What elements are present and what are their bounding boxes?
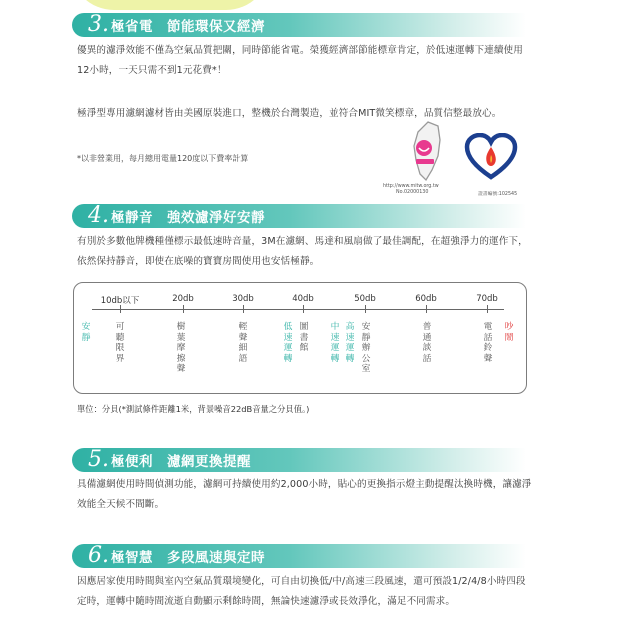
noise-level-label: 樹葉摩擦聲 bbox=[176, 322, 186, 374]
noise-level-label: 中速運轉 bbox=[330, 322, 340, 364]
product-image-edge bbox=[70, 0, 270, 10]
cert-number: No.02000130 bbox=[396, 190, 429, 195]
section-title: 極靜音 強效濾淨好安靜 bbox=[111, 210, 265, 226]
noise-scale-tick-label: 60db bbox=[415, 294, 437, 304]
section-3-footnote: *以非營業用，每月總用電量120度以下費率計算 bbox=[77, 154, 249, 163]
noise-scale-tick-label: 40db bbox=[292, 294, 314, 304]
noise-level-label: 低速運轉 bbox=[283, 322, 293, 364]
section-4-header bbox=[72, 204, 526, 228]
noise-scale-tick-label: 30db bbox=[232, 294, 254, 304]
section-3-paragraph-2: 極淨型專用濾網濾材皆由美國原裝進口，整機於台灣製造，並符合MIT微笑標章，品質信整最放心。 bbox=[77, 108, 502, 119]
section-6-header bbox=[72, 544, 526, 568]
noise-scale-tick bbox=[303, 305, 304, 313]
noise-level-label: 電話鈴聲 bbox=[483, 322, 493, 364]
noise-scale-tick bbox=[243, 305, 244, 313]
noise-scale-tick bbox=[183, 305, 184, 313]
noise-scale-tick-label: 20db bbox=[172, 294, 194, 304]
section-5-paragraph-1: 具備濾網使用時間偵測功能，濾網可持續使用約2,000小時，貼心的更換指示燈主動提醒汰換時機，讓濾淨效能全天候不間斷。 bbox=[77, 479, 532, 510]
noise-scale-tick bbox=[426, 305, 427, 313]
section-number: 3. bbox=[88, 12, 109, 37]
noise-level-label: 安靜 bbox=[81, 322, 91, 343]
noise-scale-tick bbox=[487, 305, 488, 313]
noise-level-label: 吵鬧 bbox=[504, 322, 514, 343]
noise-level-label: 安靜辦公室 bbox=[361, 322, 371, 374]
energy-saving-label bbox=[463, 133, 519, 181]
section-title: 極省電 節能環保又經濟 bbox=[111, 19, 265, 35]
noise-level-label: 圖書館 bbox=[299, 322, 309, 353]
section-3-paragraph-1: 優異的濾淨效能不僅為空氣品質把關，同時節能省電。榮獲經濟部節能標章肯定，於低速運轉下連續使用12小時，一天只需不到1元花費*！ bbox=[77, 45, 523, 76]
noise-scale-tick-label: 70db bbox=[476, 294, 498, 304]
noise-level-label: 高速運轉 bbox=[345, 322, 355, 364]
energy-label-number: 證書編號:102545 bbox=[478, 192, 518, 197]
section-number: 5. bbox=[88, 447, 109, 472]
noise-level-label: 可聽限界 bbox=[115, 322, 125, 364]
noise-level-label: 普通談話 bbox=[422, 322, 432, 364]
noise-scale-tick-label: 10db以下 bbox=[100, 296, 140, 306]
noise-scale-axis bbox=[92, 309, 504, 310]
noise-scale-tick bbox=[120, 305, 121, 313]
section-3-header bbox=[72, 13, 526, 37]
noise-scale-tick-label: 50db bbox=[354, 294, 376, 304]
section-number: 6. bbox=[88, 543, 109, 568]
section-5-header bbox=[72, 448, 526, 472]
noise-unit-note: 單位：分貝(*測試條件距離1米，背景噪音22dB音量之分貝值。) bbox=[77, 404, 310, 414]
cert-url: http://www.mitw.org.tw bbox=[383, 184, 439, 189]
section-6-paragraph-1: 因應居家使用時間與室內空氣品質環境變化，可自由切換低/中/高速三段風速，還可預設1/2/4/8小時四段定時，運轉中隨時間流逝自動顯示剩餘時間，無論快速濾淨或長效淨化，滿足不同需求。 bbox=[77, 576, 526, 607]
section-number: 4. bbox=[88, 203, 109, 228]
section-4-paragraph-1: 有別於多數他牌機種僅標示最低速時音量，3M在濾網、馬達和風扇做了最佳調配，在超強淨力的運作下，依然保持靜音，即使在底噪的寶寶房間使用也安恬極靜。 bbox=[77, 236, 528, 267]
mit-smile-logo bbox=[398, 120, 454, 182]
noise-level-label: 輕聲細語 bbox=[238, 322, 248, 364]
noise-scale-tick bbox=[365, 305, 366, 313]
section-title: 極智慧 多段風速與定時 bbox=[111, 550, 265, 566]
section-title: 極便利 濾網更換提醒 bbox=[111, 454, 251, 470]
